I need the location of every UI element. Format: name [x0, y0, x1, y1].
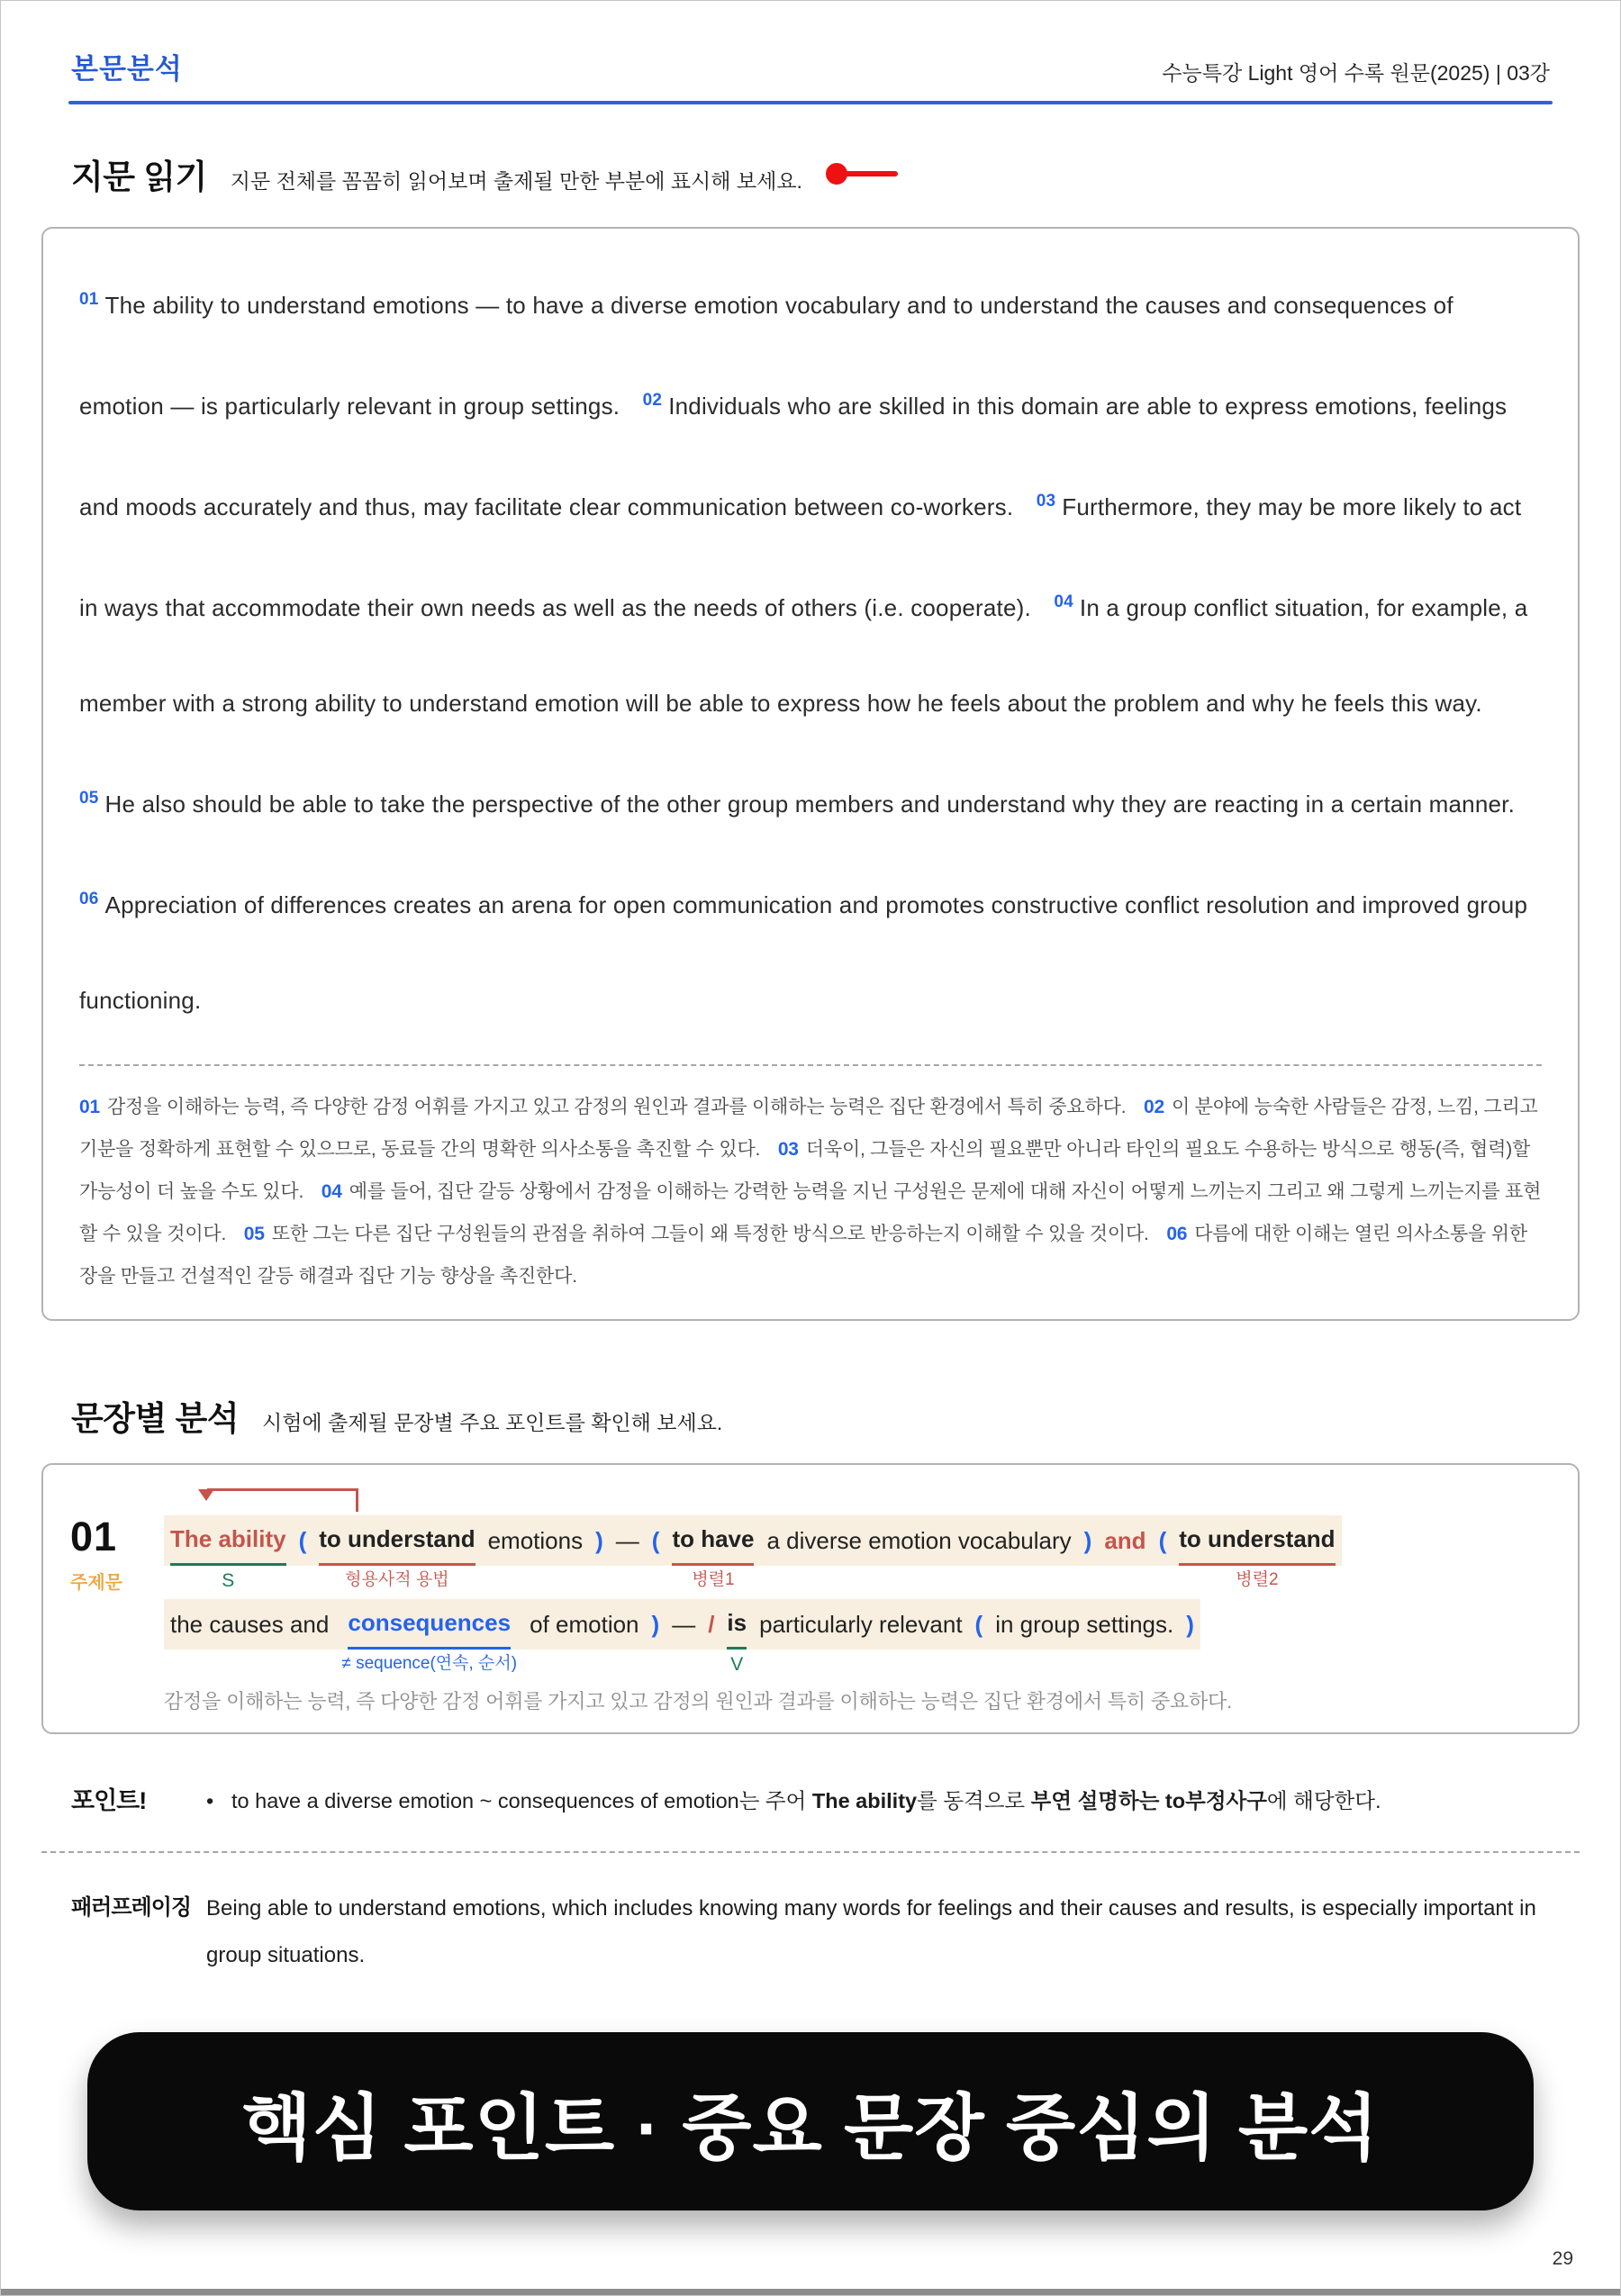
token-verb: is V [720, 1599, 753, 1676]
translation-number: 05 [243, 1224, 265, 1244]
sentence-number: 01 [79, 290, 99, 309]
sentence-text: The ability to understand emotions — to have a diverse emotion vocabulary and to understand the causes and consequences of emotion — is particularly relevant in group settings. [79, 292, 1453, 420]
token-paren: ) [1078, 1515, 1099, 1566]
translation-segment [231, 1224, 1149, 1244]
apposition-arrow-icon [207, 1488, 358, 1512]
token-vocab: consequences ≠ sequence(연속, 순서) [335, 1599, 523, 1674]
sentence-index: 01 [70, 1514, 118, 1559]
header-rule [68, 101, 1553, 104]
point-content [206, 1781, 1381, 1821]
header-title: 본문분석 [71, 53, 183, 85]
token-dash: — [610, 1515, 646, 1566]
paraphrasing-label: 패러프레이징 [71, 1895, 192, 1921]
passage-section-title: 지문 읽기 [71, 158, 207, 195]
analysis-left-column [70, 1487, 164, 1714]
bullet-icon: • [206, 1789, 214, 1813]
page-header [1, 1, 1620, 86]
token-paren: ( [969, 1599, 990, 1650]
token-word: particularly relevant [753, 1599, 968, 1650]
passage-sentence [79, 791, 1515, 818]
token-paren: ) [1180, 1599, 1200, 1650]
passage-section-head [1, 149, 1620, 198]
token-paren: ) [589, 1515, 610, 1566]
sentence-tag: 주제문 [70, 1573, 122, 1593]
analysis-section-head [1, 1391, 1620, 1440]
translation-text: 예를 들어, 집단 갈등 상황에서 감정을 이해하는 강력한 능력을 지닌 구성원은 문제에 대해 자신이 어떻게 느끼는지 그리고 왜 그렇게 느끼는지를 표현할 수 있을 것이다. [79, 1181, 1542, 1244]
token-word: emotions [482, 1515, 590, 1566]
token-word: in group settings. [989, 1599, 1180, 1650]
token-slash: / [702, 1599, 720, 1650]
passage-box [41, 227, 1580, 1321]
token-word: the causes and [164, 1599, 335, 1650]
analysis-section-subtitle: 시험에 출제될 문장별 주요 포인트를 확인해 보세요. [262, 1411, 723, 1434]
translation-text: 또한 그는 다른 집단 구성원들의 관점을 취하여 그들이 왜 특정한 방식으로 반응하는지 이해할 수 있을 것이다. [271, 1224, 1149, 1244]
passage-section-subtitle: 지문 전체를 꼼꼼히 읽어보며 출제될 만한 부분에 표시해 보세요. [230, 169, 802, 193]
korean-translation [79, 1086, 1542, 1297]
token-conjunction: and [1098, 1515, 1152, 1566]
passage-sentence [79, 891, 1527, 1014]
token-parallel-2: to understand 병렬2 [1173, 1515, 1341, 1590]
translation-text: 감정을 이해하는 능력, 즉 다양한 감정 어휘를 가지고 있고 감정의 원인과 결과를 이해하는 능력은 집단 환경에서 특히 중요하다. [106, 1097, 1127, 1117]
token-paren: ( [646, 1515, 666, 1566]
analysis-section-title: 문장별 분석 [71, 1400, 239, 1437]
analysis-line-2 [164, 1599, 1200, 1676]
token-paren: ) [646, 1599, 666, 1650]
sentence-number: 06 [79, 890, 99, 908]
translation-number: 01 [79, 1097, 100, 1117]
sentence-text: Individuals who are skilled in this domain are able to express emotions, feelings and moods accurately and thus, may facilitate clear communication between co-workers. [79, 393, 1508, 520]
bottom-bar [1, 2289, 1620, 2295]
promo-banner-text: 핵심 포인트 · 중요 문장 중심의 분석 [241, 2087, 1380, 2168]
page-number: 29 [1552, 2248, 1573, 2269]
token-parallel-1: to have 병렬1 [666, 1515, 760, 1590]
translation-text: 다름에 대한 이해는 열린 의사소통을 위한 장을 만들고 건설적인 갈등 해결과 집단 기능 향상을 촉진한다. [79, 1224, 1527, 1287]
sentence-number: 05 [79, 789, 99, 808]
sentence-text: He also should be able to take the perspective of the other group members and understand why they are reacting in a certain manner. [104, 791, 1516, 818]
sentence-number: 02 [642, 391, 663, 410]
sentence-text: In a group conflict situation, for example, a member with a strong ability to understand emotion will be able to express how he feels about the problem and why he feels this way. [79, 594, 1528, 717]
analysis-line-1 [164, 1515, 1342, 1592]
token-to-infinitive: to understand 형용사적 용법 [312, 1515, 481, 1590]
token-dash: — [666, 1599, 702, 1650]
token-word: a diverse emotion vocabulary [760, 1515, 1077, 1566]
token-paren: ( [293, 1515, 313, 1566]
sentence-number: 03 [1036, 492, 1056, 511]
passage-divider [79, 1064, 1542, 1066]
analysis-right-column [164, 1487, 1547, 1714]
section-divider-dashed [41, 1851, 1580, 1853]
red-marker-icon [826, 162, 903, 185]
translation-number: 02 [1144, 1097, 1165, 1117]
analysis-box [41, 1463, 1580, 1734]
sentence-text: Furthermore, they may be more likely to act in ways that accommodate their own needs as well as the needs of others (i.e. cooperate). [79, 493, 1522, 621]
point-text: to have a diverse emotion ~ consequences of emotion는 주어 The ability를 동격으로 부연 설명하는 to부정사구에 해당한다. [231, 1789, 1381, 1813]
translation-number: 03 [777, 1139, 799, 1160]
translation-number: 06 [1166, 1224, 1188, 1244]
translation-text: 더욱이, 그들은 자신의 필요뿐만 아니라 타인의 필요도 수용하는 방식으로 행동(즉, 협력)할 가능성이 더 높을 수도 있다. [79, 1139, 1531, 1202]
translation-segment [79, 1097, 1126, 1117]
token-subject: The ability S [164, 1515, 293, 1592]
sentence-number: 04 [1054, 592, 1073, 611]
sentence-text: Appreciation of differences creates an arena for open communication and promotes constructive conflict resolution and improved group functioning. [79, 891, 1528, 1014]
token-paren: ( [1153, 1515, 1173, 1566]
paraphrasing-text: Being able to understand emotions, which includes knowing many words for feelings and their causes and results, is especially important in group situations. [206, 1896, 1536, 1968]
english-passage [79, 252, 1542, 1048]
translation-text: 이 분야에 능숙한 사람들은 감정, 느낌, 그리고 기분을 정확하게 표현할 수 있으므로, 동료들 간의 명확한 의사소통을 촉진할 수 있다. [79, 1097, 1538, 1160]
point-row [1, 1781, 1620, 1821]
point-label: 포인트! [71, 1787, 147, 1815]
translation-number: 04 [321, 1181, 342, 1202]
analysis-translation: 감정을 이해하는 능력, 즉 다양한 감정 어휘를 가지고 있고 감정의 원인과 결과를 이해하는 능력은 집단 환경에서 특히 중요하다. [164, 1690, 1232, 1713]
paraphrasing-row [1, 1885, 1620, 1979]
header-edition: 수능특강 Light 영어 수록 원문(2025) | 03강 [1162, 61, 1550, 85]
token-word: of emotion [523, 1599, 645, 1650]
promo-banner [87, 2032, 1534, 2210]
